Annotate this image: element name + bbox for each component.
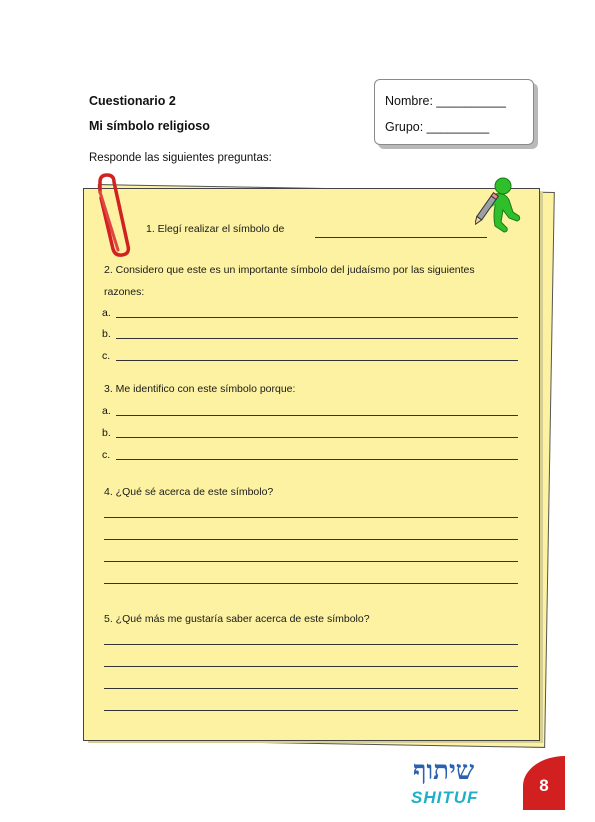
instructions: Responde las siguientes preguntas:: [89, 152, 272, 164]
question-5: 5. ¿Qué más me gustaría saber acerca de este símbolo?: [104, 613, 370, 625]
option-label-a: a.: [102, 307, 111, 319]
answer-line-2c[interactable]: [116, 360, 518, 361]
student-info-box: [374, 79, 534, 145]
answer-line-4-2[interactable]: [104, 539, 518, 540]
answer-line-3a[interactable]: [116, 415, 518, 416]
question-sheet: [83, 188, 540, 741]
page-number: 8: [539, 776, 549, 795]
shituf-logo-latin: SHITUF: [411, 788, 479, 807]
answer-line-1[interactable]: [315, 237, 487, 238]
question-4: 4. ¿Qué sé acerca de este símbolo?: [104, 486, 274, 498]
answer-line-4-4[interactable]: [104, 583, 518, 584]
answer-line-2b[interactable]: [116, 338, 518, 339]
answer-line-4-1[interactable]: [104, 517, 518, 518]
option-label-b: b.: [102, 328, 111, 340]
option-label-c: c.: [102, 350, 111, 362]
answer-line-2a[interactable]: [116, 317, 518, 318]
option-label-a: a.: [102, 405, 111, 417]
shituf-logo-hebrew: שיתוף: [413, 756, 475, 786]
question-2-continued: razones:: [104, 286, 145, 298]
option-label-c: c.: [102, 449, 111, 461]
answer-line-3c[interactable]: [116, 459, 518, 460]
green-figure-pencil-icon: [475, 176, 523, 234]
worksheet-title: Cuestionario 2: [89, 94, 176, 108]
question-3: 3. Me identifico con este símbolo porque:: [104, 383, 296, 395]
answer-line-5-2[interactable]: [104, 666, 518, 667]
question-2: 2. Considero que este es un importante símbolo del judaísmo por las siguientes: [104, 264, 475, 276]
answer-line-5-3[interactable]: [104, 688, 518, 689]
question-1: 1. Elegí realizar el símbolo de: [146, 223, 285, 235]
page-number-badge: [523, 756, 565, 810]
answer-line-5-4[interactable]: [104, 710, 518, 711]
paperclip-icon: [88, 172, 134, 258]
name-field-label: Nombre: __________: [385, 94, 506, 108]
worksheet-subtitle: Mi símbolo religioso: [89, 119, 210, 133]
answer-line-5-1[interactable]: [104, 644, 518, 645]
answer-line-3b[interactable]: [116, 437, 518, 438]
group-field-label: Grupo: _________: [385, 120, 490, 134]
answer-line-4-3[interactable]: [104, 561, 518, 562]
option-label-b: b.: [102, 427, 111, 439]
